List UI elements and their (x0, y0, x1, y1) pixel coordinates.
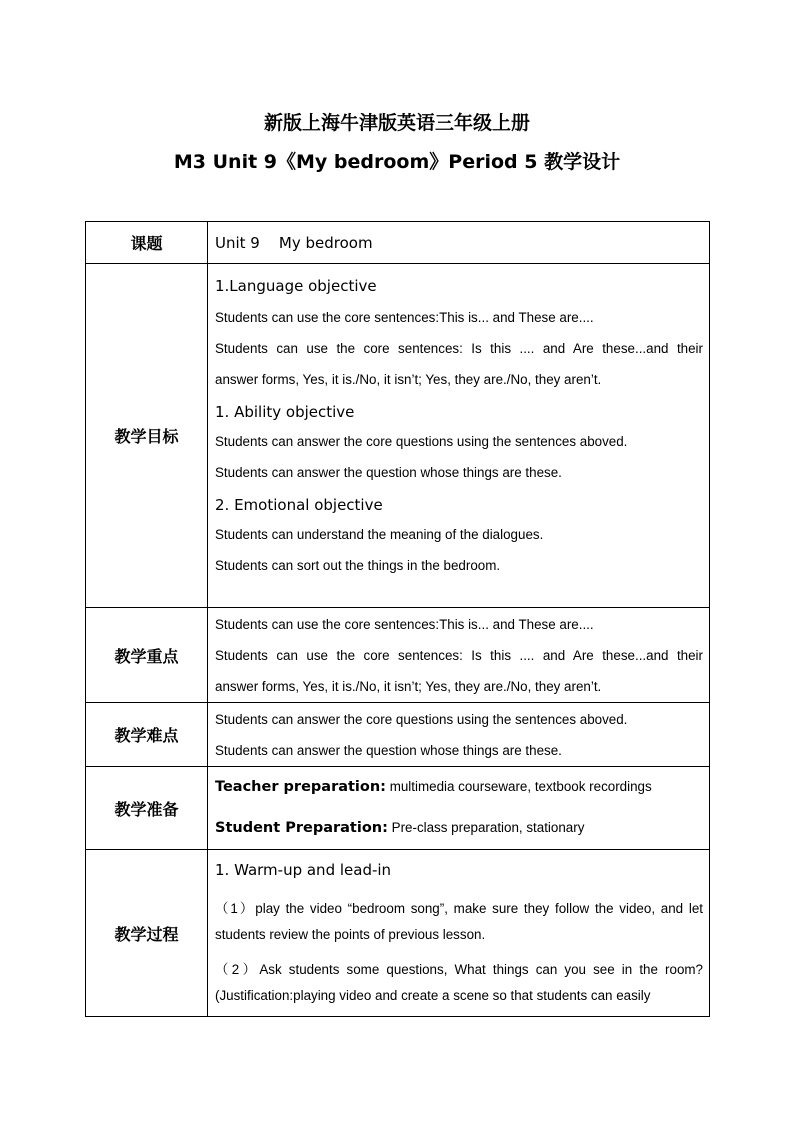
row-preparation (86, 767, 710, 850)
key-points-line-1: Students can use the core sentences:This is... and These are.... (215, 617, 594, 632)
student-preparation-value: Pre-class preparation, stationary (387, 820, 585, 835)
language-objective-line-1: Students can use the core sentences:This is... and These are.... (215, 310, 594, 325)
label-difficulties: 教学难点 (86, 703, 208, 767)
emotional-objective-line-1: Students can understand the meaning of the dialogues. (215, 527, 544, 542)
student-preparation-label: Student Preparation: (215, 820, 388, 836)
document-subtitle: M3 Unit 9《My bedroom》Period 5 教学设计 (173, 151, 621, 173)
label-preparation: 教学准备 (86, 767, 208, 850)
language-objective-line-2: Students can use the core sentences: Is this .... and Are these...and their (215, 341, 703, 356)
difficulties-line-2: Students can answer the question whose things are these. (215, 743, 562, 758)
label-process: 教学过程 (86, 850, 208, 1017)
topic-value: Unit 9 My bedroom (215, 233, 373, 252)
label-objectives: 教学目标 (86, 264, 208, 608)
teacher-preparation-label: Teacher preparation: (215, 779, 386, 795)
row-objectives (86, 264, 710, 608)
teacher-preparation-value: multimedia courseware, textbook recordings (385, 779, 652, 794)
emotional-objective-heading: 2. Emotional objective (215, 496, 383, 514)
row-process (86, 850, 710, 1017)
language-objective-heading: 1.Language objective (215, 277, 377, 295)
process-step-2: （2）Ask students some questions, What things can you see in the room? (Justification:playing video and create a scene so that students can easily (215, 962, 703, 1003)
language-objective-line-3: answer forms, Yes, it is./No, it isn’t; Yes, they are./No, they aren’t. (215, 372, 602, 387)
label-key-points: 教学重点 (86, 608, 208, 703)
emotional-objective-line-2: Students can sort out the things in the bedroom. (215, 558, 501, 573)
lesson-plan-table (85, 221, 710, 1017)
ability-objective-line-2: Students can answer the question whose things are these. (215, 465, 562, 480)
process-step-1: （1）play the video “bedroom song”, make sure they follow the video, and let students review the points of previous lesson. (215, 901, 703, 942)
key-points-line-3: answer forms, Yes, it is./No, it isn’t; Yes, they are./No, they aren’t. (215, 679, 602, 694)
student-preparation (215, 818, 703, 838)
label-topic: 课题 (86, 222, 208, 264)
teacher-preparation (215, 777, 703, 797)
ability-objective-line-1: Students can answer the core questions using the sentences aboved. (215, 434, 628, 449)
row-key-points (86, 608, 710, 703)
row-difficulties (86, 703, 710, 767)
key-points-line-2: Students can use the core sentences: Is this .... and Are these...and their (215, 648, 703, 663)
difficulties-line-1: Students can answer the core questions using the sentences aboved. (215, 712, 628, 727)
row-topic (86, 222, 710, 264)
process-heading: 1. Warm-up and lead-in (215, 861, 392, 879)
ability-objective-heading: 1. Ability objective (215, 403, 355, 421)
document-title: 新版上海牛津版英语三年级上册 (263, 112, 530, 134)
